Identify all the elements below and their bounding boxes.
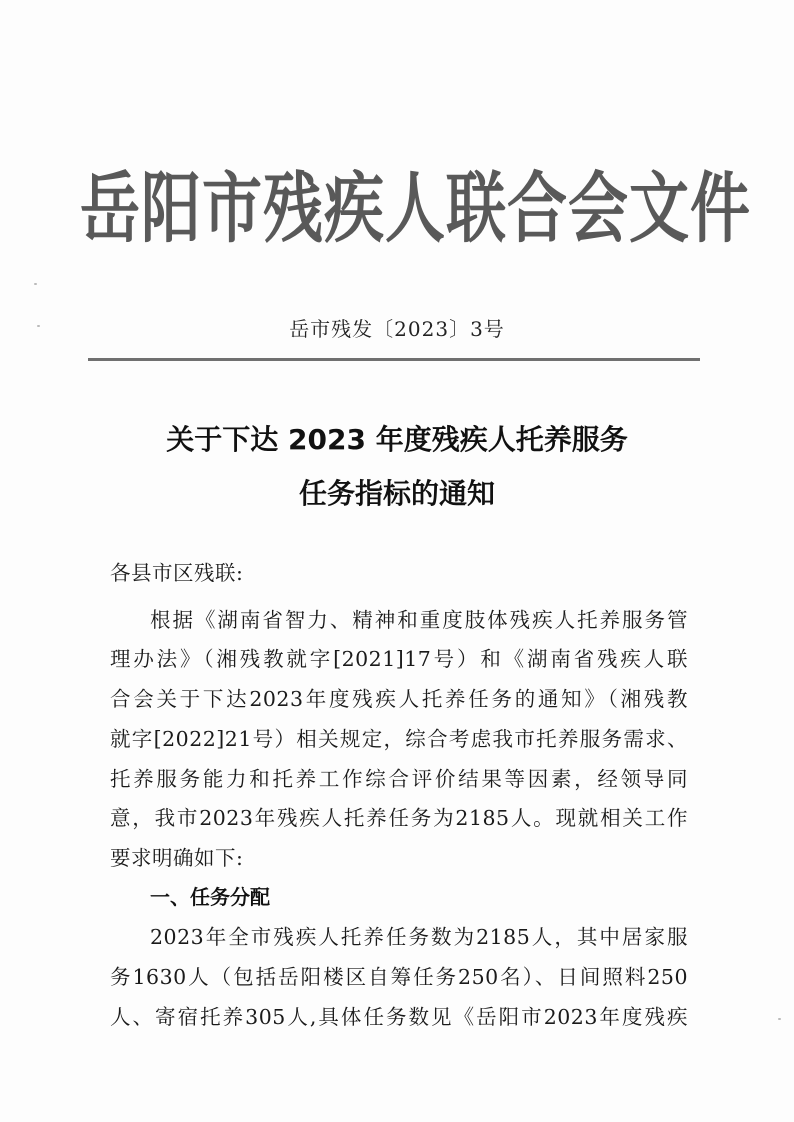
paragraph-line: 务1630人（包括岳阳楼区自筹任务250名）、日间照料250 bbox=[110, 965, 688, 989]
scan-speck bbox=[778, 1018, 781, 1020]
notice-title-line-1: 关于下达 2023 年度残疾人托养服务 bbox=[166, 423, 628, 456]
scan-speck bbox=[34, 283, 37, 285]
paragraph-line: 人、寄宿托养305人,具体任务数见《岳阳市2023年度残疾 bbox=[110, 1005, 688, 1029]
paragraph-line: 根据《湖南省智力、精神和重度肢体残疾人托养服务管 bbox=[150, 608, 688, 632]
paragraph-line: 意，我市2023年残疾人托养任务为2185人。现就相关工作 bbox=[110, 806, 688, 830]
section-heading: 一、任务分配 bbox=[150, 885, 270, 909]
paragraph-line: 要求明确如下: bbox=[110, 846, 244, 870]
paragraph-line: 理办法》（湘残教就字[2021]17号）和《湖南省残疾人联 bbox=[110, 647, 688, 671]
paragraph-line: 托养服务能力和托养工作综合评价结果等因素，经领导同 bbox=[110, 767, 688, 791]
paragraph-line: 就字[2022]21号）相关规定，综合考虑我市托养服务需求、 bbox=[110, 727, 688, 751]
paragraph-line: 2023年全市残疾人托养任务数为2185人，其中居家服 bbox=[150, 925, 688, 949]
salutation: 各县市区残联: bbox=[110, 561, 244, 585]
scan-speck bbox=[37, 325, 40, 327]
header-divider bbox=[88, 358, 700, 361]
notice-title-line-2: 任务指标的通知 bbox=[298, 477, 495, 510]
document-header-title: 岳阳市残疾人联合会文件 bbox=[80, 164, 751, 255]
document-number: 岳市残发〔2023〕3号 bbox=[289, 317, 505, 341]
paragraph-line: 合会关于下达2023年度残疾人托养任务的通知》（湘残教 bbox=[110, 687, 688, 711]
